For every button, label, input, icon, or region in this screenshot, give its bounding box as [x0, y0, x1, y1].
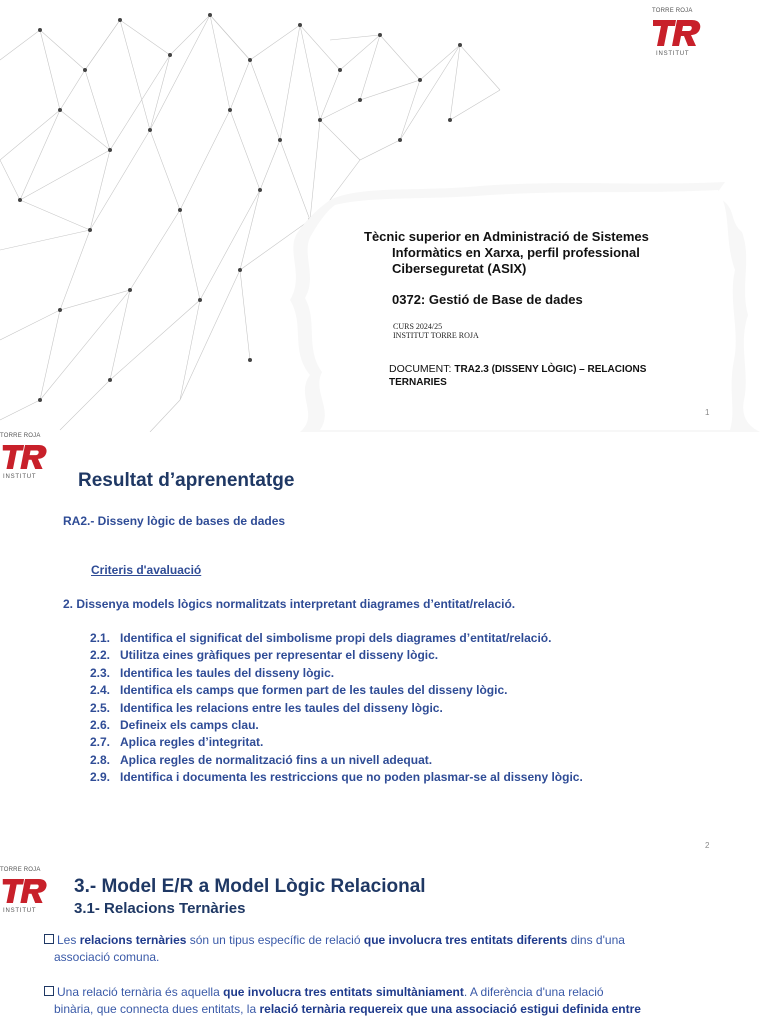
- list-item: [90, 769, 583, 786]
- title-slide: [0, 0, 768, 432]
- list-item: [90, 682, 583, 699]
- item-text: Identifica el significat del simbolisme propi dels diagrames d’entitat/relació.: [120, 631, 552, 645]
- text-run-bold: relacions ternàries: [79, 933, 187, 947]
- text-run: Una relació ternària és aquella: [57, 985, 224, 999]
- text-run: binària, que connecta dues entitats, la: [54, 1002, 260, 1016]
- text-run: . A diferència d'una relació: [463, 985, 604, 999]
- item-number: 2.6.: [90, 717, 111, 732]
- list-item: [90, 647, 583, 664]
- program-title: [364, 229, 694, 277]
- list-item: [90, 717, 583, 734]
- slide-heading: 3.- Model E/R a Model Lògic Relacional: [74, 876, 426, 897]
- learning-outcome-slide: [0, 432, 768, 862]
- bullet-paragraph-1: [44, 932, 704, 966]
- tr-logo-icon: [0, 440, 50, 474]
- text-run: Les: [57, 933, 80, 947]
- slide-heading: Resultat d’aprenentatge: [78, 470, 295, 491]
- item-text: Defineix els camps clau.: [120, 717, 259, 732]
- list-item: [90, 665, 583, 682]
- slide-subheading: 3.1- Relacions Ternàries: [74, 900, 246, 917]
- learning-outcome: RA2.- Disseny lògic de bases de dades: [63, 514, 286, 528]
- institute-name: INSTITUT TORRE ROJA: [393, 331, 479, 340]
- item-text: Utilitza eines gràfiques per representar el disseny lògic.: [120, 648, 439, 663]
- institute-logo: [0, 866, 50, 918]
- text-line: [44, 1001, 704, 1018]
- document-label: DOCUMENT:: [389, 363, 452, 375]
- tr-logo-icon: [650, 16, 704, 50]
- criteria-list: [90, 630, 583, 787]
- text-run: són un tipus específic de relació: [186, 933, 364, 947]
- institute-logo: [0, 432, 50, 484]
- logo-bottom-text: INSTITUT: [656, 51, 690, 57]
- text-run-bold: relació ternària requereix que una associació estigui definida entre: [259, 1002, 641, 1016]
- institute-logo: [650, 8, 704, 60]
- page-number: 1: [705, 408, 710, 417]
- item-text: Identifica les relacions entre les taules del disseny lògic.: [120, 700, 443, 715]
- item-text: Identifica les taules del disseny lògic.: [120, 665, 335, 680]
- logo-top-text: TORRE ROJA: [652, 8, 693, 14]
- item-number: 2.9.: [90, 770, 111, 785]
- text-run: dins d'una: [567, 933, 625, 947]
- logo-bottom-text: INSTITUT: [3, 908, 37, 914]
- title-line-2: Informàtics en Xarxa, perfil professional: [392, 245, 640, 260]
- item-number: 2.3.: [90, 665, 111, 680]
- main-criterion: 2. Dissenya models lògics normalitzats interpretant diagrames d’entitat/relació.: [63, 597, 516, 611]
- logo-top-text: TORRE ROJA: [0, 433, 41, 439]
- course-info: [393, 322, 479, 340]
- item-number: 2.2.: [90, 648, 111, 663]
- course-year: CURS 2024/25: [393, 322, 443, 331]
- item-text: Aplica regles de normalització fins a un nivell adequat.: [120, 752, 433, 767]
- document-value: TRA2.3 (DISSENY LÒGIC) – RELACIONS TERNARIES: [389, 364, 647, 388]
- module-title: 0372: Gestió de Base de dades: [392, 292, 583, 307]
- title-line-3: Ciberseguretat (ASIX): [392, 261, 527, 276]
- logo-bottom-text: INSTITUT: [3, 474, 37, 480]
- page-number: 2: [705, 841, 710, 850]
- text-run-bold: que involucra tres entitats simultàniament: [223, 985, 464, 999]
- document-reference: [389, 363, 689, 389]
- bullet-paragraph-2: [44, 984, 704, 1018]
- list-item: [90, 630, 583, 647]
- text-run-bold: que involucra tres entitats diferents: [363, 933, 568, 947]
- item-text: Identifica i documenta les restriccions que no poden plasmar-se al disseny lògic.: [120, 770, 583, 785]
- criteria-title: Criteris d'avaluació: [91, 563, 202, 577]
- item-number: 2.1.: [90, 631, 111, 645]
- logo-top-text: TORRE ROJA: [0, 867, 41, 873]
- item-number: 2.5.: [90, 700, 111, 715]
- ternary-relations-slide: [0, 862, 768, 1024]
- checkbox-bullet-icon: [44, 934, 54, 944]
- item-number: 2.4.: [90, 683, 111, 698]
- list-item: [90, 700, 583, 717]
- item-number: 2.7.: [90, 735, 111, 750]
- text-run: associació comuna.: [54, 950, 160, 964]
- checkbox-bullet-icon: [44, 986, 54, 996]
- list-item: [90, 752, 583, 769]
- item-number: 2.8.: [90, 752, 111, 767]
- item-text: Identifica els camps que formen part de les taules del disseny lògic.: [120, 683, 508, 698]
- list-item: [90, 734, 583, 751]
- item-text: Aplica regles d’integritat.: [120, 735, 264, 750]
- title-line-1: Tècnic superior en Administració de Sistemes: [364, 229, 649, 244]
- tr-logo-icon: [0, 874, 50, 908]
